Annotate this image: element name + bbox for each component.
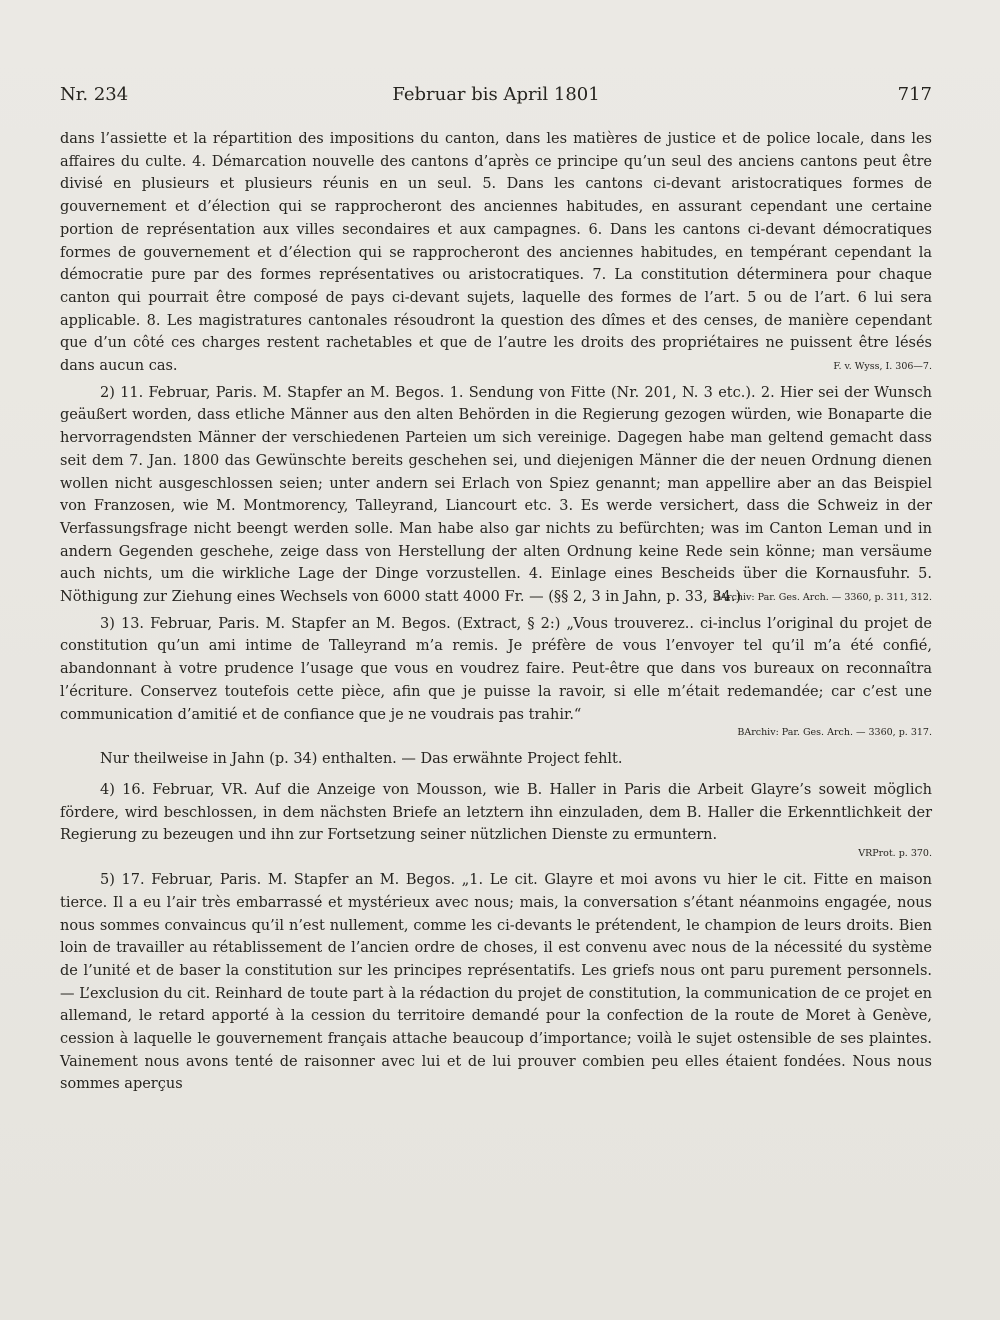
paragraph-3-text: 3) 13. Februar, Paris. M. Stapfer an M. Begos. (Extract, § 2:) „Vous trouverez.. ci-inclus l’original du projet de constitution qu’un ami intime de Talleyrand m’a remis. Je préfère de vous l’envoyer tel qu’il m’a été confié, abandonnant à votre prudence l’usage que vous en voudrez faire. Peut-être que dans vos bureaux on reconnaîtra l’écriture. Conservez toutefois cette pièce, afin que je puisse la ravoir, si elle m’était redemandée; car c’est une communication d’amitié et de confiance que je ne voudrais pas trahir.“ (60, 615, 932, 723)
paragraph-1-text: dans l’assiette et la répartition des impositions du canton, dans les matières de justice et de police locale, dans les affaires du culte. 4. Démarcation nouvelle des cantons d’après ce principe qu’un seul des anciens cantons peut être divisé en plusieurs et plusieurs réunis en un seul. 5. Dans les cantons ci-devant aristocratiques formes de gouvernement et d’élection qui se rapprocheront des anciennes habitudes, en assurant cependant une certaine portion de représentation aux villes secondaires et aux campagnes. 6. Dans les cantons ci-devant démocratiques formes de gouvernement et d’élection qui se rapprocheront des anciennes habitudes, en tempérant cependant la démocratie pure par des formes représentatives ou aristocratiques. 7. La constitution déterminera pour chaque canton qui pourrait être composé de pays ci-devant sujets, laquelle des formes de l’art. 5 ou de l’art. 6 lui sera applicable. 8. Les magistratures cantonales résoudront la question des dîmes et des censes, de manière cependant que d’un côté ces charges restent rachetables et que de l’autre les droits des propriétaires ne puissent être lésés dans aucun cas. (60, 131, 932, 375)
paragraph-2-source: BArchiv: Par. Ges. Arch. — 3360, p. 311, 312. (713, 591, 932, 603)
paragraph-5-source: VRProt. p. 370. (858, 848, 932, 860)
page-number: 717 (897, 84, 932, 105)
page-body (60, 128, 932, 1096)
date-range-title: Februar bis April 1801 (392, 84, 600, 105)
document-number: Nr. 234 (60, 84, 129, 105)
paragraph-1-source: F. v. Wyss, I. 306—7. (833, 360, 932, 372)
paragraph-6-text: 5) 17. Februar, Paris. M. Stapfer an M. Begos. „1. Le cit. Glayre et moi avons vu hier le cit. Fitte en maison tierce. Il a eu l’air très embarrassé et mystérieux avec nous; mais, la conversation s’étant néanmoins engagée, nous nous sommes convaincus qu’il n’est nullement, comme les ci-devants le prétendent, le champion de leurs droits. Bien loin de travailler au rétablissement de l’ancien ordre de choses, il est convenu avec nous de la nécessité du système de l’unité et de baser la constitution sur les principes représentatifs. Les griefs nous ont paru purement personnels. — L’exclusion du cit. Reinhard de toute part à la rédaction du projet de constitution, la communication de ce projet en allemand, le retard apporté à la cession du territoire demandé pour la confection de la route de Moret à Genève, cession à laquelle le gouvernement français attache beaucoup d’importance; voilà le sujet ostensible de ses plaintes. Vainement nous avons tenté de raisonner avec lui et de lui prouver combien peu elles étaient fondées. Nous nous sommes aperçus (60, 872, 932, 1093)
paragraph-2-text: 2) 11. Februar, Paris. M. Stapfer an M. Begos. 1. Sendung von Fitte (Nr. 201, N. 3 etc.). 2. Hier sei der Wunsch geäußert worden, dass etliche Männer aus den alten Behörden in die Regierung gezogen würden, wie Bonaparte die hervorragendsten Männer der verschiedenen Parteien um sich vereinige. Dagegen habe man geltend gemacht dass seit dem 7. Jan. 1800 das Gewünschte bereits geschehen sei, und diejenigen Männer die der neuen Ordnung dienen wollen nicht ausgeschlossen seien; unter andern sei Erlach von Spiez genannt; man appellire aber an das Beispiel von Franzosen, wie M. Montmorency, Talleyrand, Liancourt etc. 3. Es werde versichert, dass die Schweiz in der Verfassungsfrage nicht beengt werden solle. Man habe also gar nichts zu befürchten; was im Canton Leman und in andern Gegenden geschehe, zeige dass von Herstellung der alten Ordnung keine Rede sein könne; man versäume auch nichts, um die wirkliche Lage der Dinge vorzustellen. 4. Einlage eines Bescheids über die Kornausfuhr. 5. Nöthigung zur Ziehung eines Wechsels von 6000 statt 4000 Fr. — (§§ 2, 3 in Jahn, p. 33, 34.) (60, 384, 932, 606)
paragraph-5-text: 4) 16. Februar, VR. Auf die Anzeige von Mousson, wie B. Haller in Paris die Arbeit Glayre’s soweit möglich fördere, wird beschlossen, in dem nächsten Briefe an letztern ihn einzuladen, dem B. Haller die Erkenntlichkeit der Regierung zu bezeugen und ihn zur Fortsetzung seiner nützlichen Dienste zu ermuntern. (60, 781, 932, 844)
paragraph-3-source: BArchiv: Par. Ges. Arch. — 3360, p. 317. (737, 727, 932, 739)
paragraph-4-text: Nur theilweise in Jahn (p. 34) enthalten. — Das erwähnte Project fehlt. (100, 751, 623, 768)
running-header (60, 84, 932, 112)
